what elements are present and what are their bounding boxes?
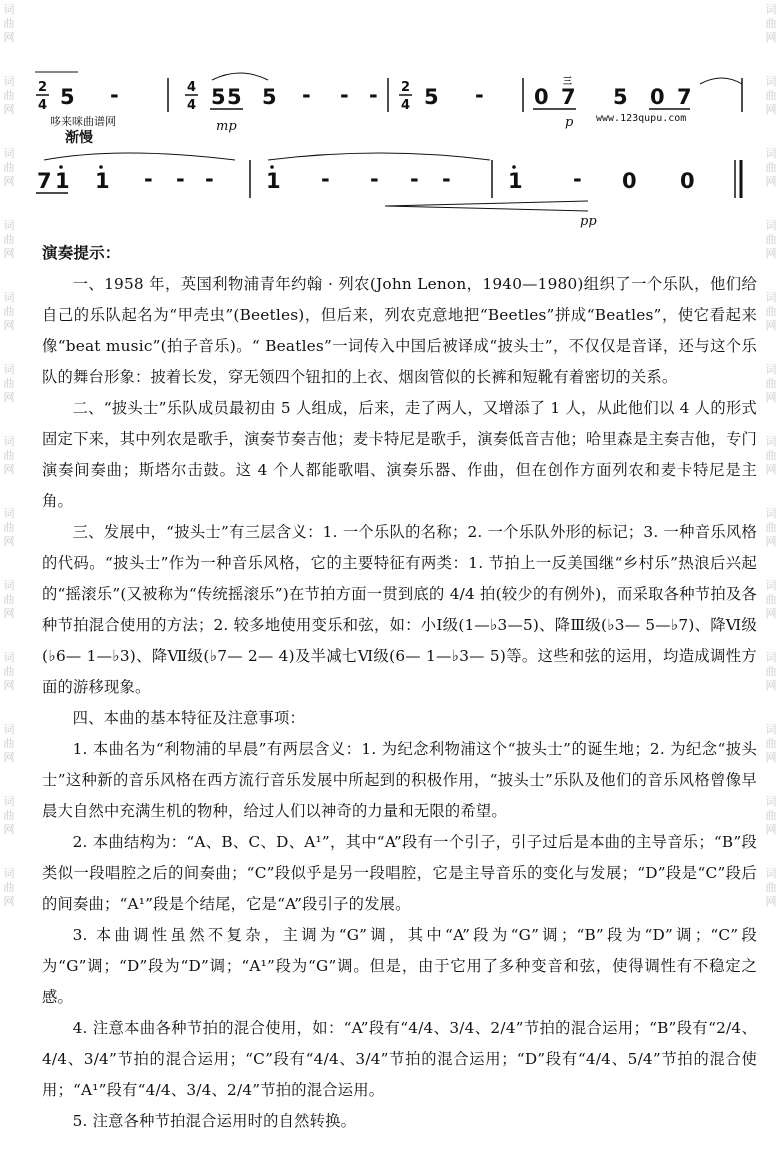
watermark-group [762,796,780,836]
watermark-group [0,508,18,548]
watermark-char: 曲 [765,89,777,102]
high-dot [512,165,516,169]
watermark-char: 词 [3,3,15,16]
watermark-char: 网 [3,895,15,908]
watermark-char: 网 [3,535,15,548]
watermark-char: 词 [765,435,777,448]
dash: - [205,167,214,191]
ts-num: 4 [187,80,197,95]
watermark-char: 词 [765,75,777,88]
watermark-char: 曲 [765,377,777,390]
note: 0 [534,85,549,109]
note: 5 [60,85,75,109]
note: 1 [266,169,281,193]
ts-den: 4 [38,98,48,113]
watermark-char: 网 [765,607,777,620]
watermark-char: 曲 [765,233,777,246]
watermark-char: 网 [3,31,15,44]
watermark-char: 词 [765,219,777,232]
watermark-char: 词 [765,291,777,304]
jianpu-score [0,0,780,230]
watermark-char: 网 [765,103,777,116]
watermark-char: 网 [3,751,15,764]
watermark-char: 曲 [3,521,15,534]
watermark-char: 网 [765,391,777,404]
tempo-mark: 渐慢 [65,130,93,146]
watermark-group [762,652,780,692]
watermark-char: 曲 [3,737,15,750]
watermark-group [762,580,780,620]
slur [700,78,742,84]
watermark-char: 词 [765,579,777,592]
watermark-group [762,868,780,908]
note: 5 [227,85,242,109]
dash: - [110,83,119,107]
watermark-char: 网 [765,679,777,692]
time-signature-2-4-b [399,80,412,113]
note: 1 [95,169,110,193]
watermark-char: 网 [765,175,777,188]
watermark-char: 曲 [765,161,777,174]
watermark-group [762,364,780,404]
watermark-char: 曲 [765,593,777,606]
watermark-char: 曲 [3,593,15,606]
watermark-char: 曲 [3,89,15,102]
dash: - [370,167,379,191]
tie-arc [268,153,490,160]
note: 5 [262,85,277,109]
watermark-char: 曲 [765,17,777,30]
watermark-char: 曲 [3,305,15,318]
watermark-group [762,724,780,764]
watermark-char: 曲 [3,809,15,822]
watermark-char: 曲 [765,665,777,678]
watermark-char: 网 [765,463,777,476]
time-signature-2-4-a [36,80,49,113]
watermark-group [0,364,18,404]
dynamic-p: p [565,115,574,130]
watermark-group [0,436,18,476]
watermark-char: 曲 [765,881,777,894]
note: 0 [650,85,665,109]
watermark-group [762,436,780,476]
watermark-char: 网 [765,751,777,764]
notes-paragraph: 二、“披头士”乐队成员最初由 5 人组成，后来，走了两人，又增添了 1 人，从此他们以 4 人的形式固定下来，其中列农是歌手，演奏节奏吉他；麦卡特尼是歌手，演奏低音吉他；哈里森是主奏吉他，专门演奏间奏曲；斯塔尔击鼓。这 4 个人都能歌唱、演奏乐器、作曲，但在创作方面列农和麦卡特尼是主角。 [42,399,757,510]
watermark-group [762,508,780,548]
watermark-char: 曲 [3,377,15,390]
dash: - [340,83,349,107]
watermark-char: 词 [765,795,777,808]
note: 7 [37,169,52,193]
note: 1 [55,169,70,193]
dynamic-pp: pp [580,214,597,229]
watermark-char: 曲 [3,449,15,462]
dash: - [144,167,153,191]
notes-paragraph: 2. 本曲结构为：“A、B、C、D、A¹”，其中“A”段有一个引子，引子过后是本曲的主导音乐；“B”段类似一段唱腔之后的间奏曲；“C”段似乎是另一段唱腔，它是主导音乐的变化与发展；“D”段是“C”段后的间奏曲；“A¹”段是个结尾，它是“A”段引子的发展。 [42,833,757,913]
watermark-char: 词 [3,579,15,592]
time-signature-4-4 [185,80,198,113]
watermark-char: 网 [3,679,15,692]
watermark-char: 词 [3,651,15,664]
watermark-char: 曲 [765,809,777,822]
notes-paragraph: 三、发展中，“披头士”有三层含义：1. 一个乐队的名称；2. 一个乐队外形的标记；3. 一种音乐风格的代码。“披头士”作为一种音乐风格，它的主要特征有两类：1. 节拍上一反美国继“乡村乐”热浪后兴起的“摇滚乐”(又被称为“传统摇滚乐”)在节拍方面一贯到底的 4/4 拍(较少的有例外)，而采取各种节拍及各种节拍混合使用的方法；2. 较多地使用变乐和弦，如：小Ⅰ级(1—♭3—5)、降Ⅲ级(♭3— 5—♭7)、降Ⅵ级(♭6— 1—♭3)、降Ⅶ级(♭7— 2— 4)及半减七Ⅵ级(6— 1—♭3— 5)等。这些和弦的运用，均造成调性方面的游移现象。 [42,523,757,696]
watermark-char: 词 [3,795,15,808]
watermark-char: 网 [765,535,777,548]
watermark-char: 曲 [765,737,777,750]
note: 7 [677,85,692,109]
watermark-char: 词 [3,75,15,88]
watermark-char: 网 [765,31,777,44]
watermark-char: 曲 [3,665,15,678]
grace-mark: 三 [563,77,573,87]
notes-paragraph: 1. 本曲名为“利物浦的早晨”有两层含义：1. 为纪念利物浦这个“披头士”的诞生地；2. 为纪念“披头士”这种新的音乐风格在西方流行音乐发展中所起到的积极作用，“披头士”乐队及他们的音乐风格曾像早晨大自然中充满生机的物种，给过人们以神奇的力量和无限的希望。 [42,740,757,820]
note: 5 [424,85,439,109]
watermark-group [0,868,18,908]
watermark-char: 网 [765,319,777,332]
notes-paragraph: 4. 注意本曲各种节拍的混合使用，如：“A”段有“4/4、3/4、2/4”节拍的混合运用；“B”段有“2/4、4/4、3/4”节拍的混合运用；“C”段有“4/4、3/4”节拍的混合运用；“D”段有“4/4、5/4”节拍的混合使用；“A¹”段有“4/4、3/4、2/4”节拍的混合运用。 [42,1019,757,1099]
watermark-char: 网 [3,391,15,404]
watermark-char: 曲 [765,449,777,462]
performance-notes [42,238,757,1137]
note: 5 [211,85,226,109]
watermark-char: 网 [3,463,15,476]
notes-paragraph: 3. 本曲调性虽然不复杂，主调为“G”调，其中“A”段为“G”调；“B”段为“D”调；“C”段为“G”调；“D”段为“D”调；“A¹”段为“G”调。但是，由于它用了多种变音和弦，使得调性有不稳定之感。 [42,926,757,1006]
watermark-char: 词 [3,291,15,304]
watermark-char: 词 [3,723,15,736]
dash: - [369,83,378,107]
dash: - [442,167,451,191]
high-dot [59,165,63,169]
tie-arc [44,153,235,160]
dash: - [176,167,185,191]
dash: - [410,167,419,191]
note: 0 [622,169,637,193]
watermark-char: 曲 [765,521,777,534]
watermark-char: 词 [765,363,777,376]
watermark-char: 词 [3,363,15,376]
watermark-char: 网 [3,175,15,188]
notes-paragraph: 5. 注意各种节拍混合运用时的自然转换。 [72,1112,357,1130]
watermark-char: 网 [3,247,15,260]
notes-paragraph: 四、本曲的基本特征及注意事项： [72,709,306,727]
watermark-char: 网 [765,823,777,836]
dash: - [302,83,311,107]
note: 7 [561,85,576,109]
watermark-char: 词 [765,3,777,16]
watermark-char: 网 [3,607,15,620]
watermark-group [0,796,18,836]
dash: - [573,167,582,191]
ts-num: 2 [38,80,48,95]
note: 5 [613,85,628,109]
watermark-group [0,580,18,620]
site-url: www.123qupu.com [596,113,687,124]
watermark-char: 词 [765,507,777,520]
watermark-char: 曲 [3,881,15,894]
watermark-char: 词 [3,219,15,232]
watermark-char: 网 [765,895,777,908]
high-dot [99,165,103,169]
watermark-char: 曲 [3,161,15,174]
high-dot [270,165,274,169]
watermark-char: 词 [765,147,777,160]
watermark-char: 词 [3,507,15,520]
watermark-char: 词 [3,147,15,160]
watermark-char: 词 [765,723,777,736]
watermark-group [0,724,18,764]
notes-heading: 演奏提示： [42,244,121,262]
watermark-char: 词 [765,867,777,880]
watermark-group [0,292,18,332]
ts-den: 4 [401,98,411,113]
note: 1 [508,169,523,193]
dash: - [475,83,484,107]
site-label: 哆来咪曲谱网 [50,115,116,128]
watermark-char: 网 [3,103,15,116]
decrescendo-hairpin [385,201,588,211]
ts-den: 4 [187,98,197,113]
watermark-char: 网 [3,823,15,836]
ts-num: 2 [401,80,411,95]
watermark-char: 曲 [765,305,777,318]
slur [212,73,268,80]
watermark-group [762,292,780,332]
watermark-char: 网 [3,319,15,332]
watermark-char: 词 [765,651,777,664]
watermark-char: 曲 [3,233,15,246]
watermark-char: 网 [765,247,777,260]
watermark-char: 曲 [3,17,15,30]
watermark-char: 词 [3,435,15,448]
dash: - [321,167,330,191]
watermark-group [0,652,18,692]
dynamic-mp: mp [216,119,237,134]
watermark-char: 词 [3,867,15,880]
note: 0 [680,169,695,193]
notes-paragraph: 一、1958 年，英国利物浦青年约翰 · 列农(John Lenon，1940—1980)组织了一个乐队，他们给自己的乐队起名为“甲壳虫”(Beetles)，但后来，列农克意地把“Beetles”拼成“Beatles”，使它看起来像“beat music”(拍子音乐)。“ Beatles”一词传入中国后被译成“披头士”，不仅仅是音译，还与这个乐队的舞台形象：披着长发，穿无领四个钮扣的上衣、烟囱管似的长裤和短靴有着密切的关系。 [42,275,757,386]
